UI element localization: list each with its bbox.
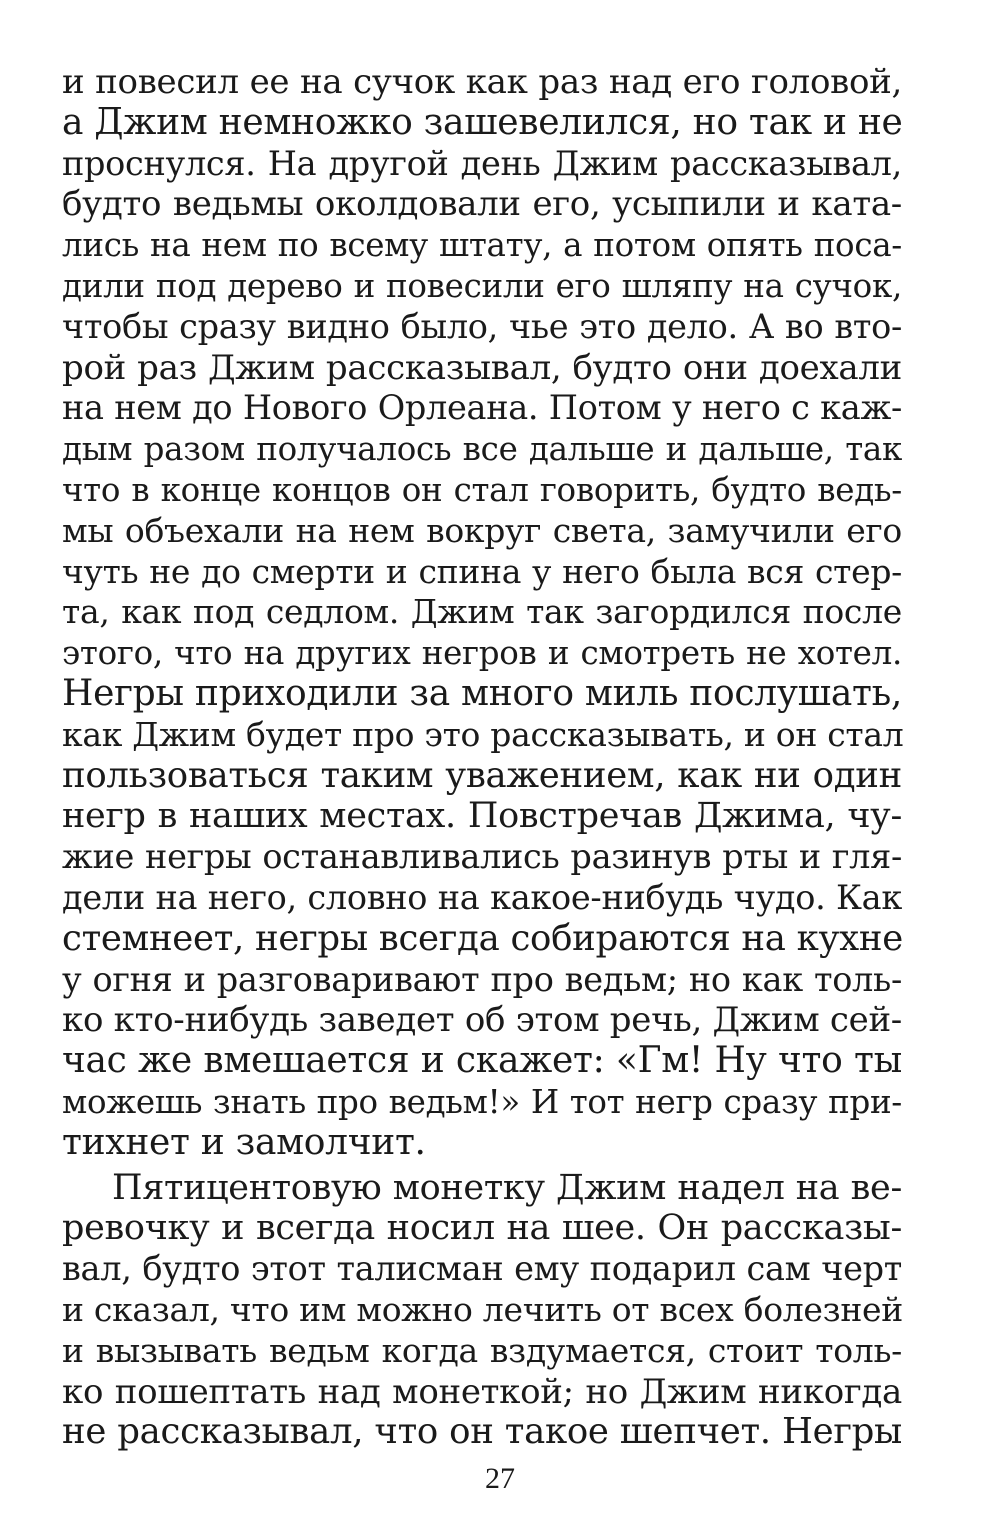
text-line: дели на него, словно на какое-нибудь чудо. Как: [62, 877, 902, 917]
text-line: дым разом получалось все дальше и дальше, так: [62, 430, 902, 469]
text-line: вал, будто этот талисман ему подарил сам черт: [62, 1249, 902, 1289]
text-line: чтобы сразу видно было, чье это дело. А во вто-: [62, 306, 902, 346]
text-line: Негры приходили за много миль послушать,: [62, 672, 903, 714]
paragraph-2: [62, 1168, 902, 1454]
text-line: что в конце концов он стал говорить, будто ведь-: [62, 470, 902, 509]
text-line: будто ведьмы околдовали его, усыпили и ката-: [62, 184, 902, 225]
text-line: на нем до Нового Орлеана. Потом у него с каж-: [62, 388, 902, 428]
text-line: час же вмешается и скажет: «Гм! Ну что ты: [62, 1040, 902, 1082]
text-line: рой раз Джим рассказывал, будто они доехали: [62, 347, 902, 388]
text-line: ревочку и всегда носил на шее. Он рассказы-: [62, 1208, 902, 1249]
text-line: дили под дерево и повесили его шляпу на сучок,: [62, 266, 902, 305]
text-line: пользоваться таким уважением, как ни один: [62, 754, 902, 796]
text-line: можешь знать про ведьм!» И тот негр сразу при-: [62, 1082, 902, 1121]
text-line: стемнеет, негры всегда собираются на кухне: [62, 917, 903, 959]
text-line: мы объехали на нем вокруг света, замучили его: [62, 510, 902, 550]
text-line: Пятицентовую монетку Джим надел на ве-: [112, 1167, 902, 1208]
text-line: лись на нем по всему штату, а потом опять поса-: [62, 226, 902, 265]
text-line: негр в наших местах. Повстречав Джима, чу-: [62, 796, 902, 837]
text-line: и сказал, что им можно лечить от всех болезней: [62, 1289, 903, 1329]
text-line: а Джим немножко зашевелился, но так и не: [62, 101, 903, 143]
text-line: как Джим будет про это рассказывать, и он стал: [62, 714, 904, 754]
text-line: жие негры останавливались разинув рты и гля-: [62, 837, 902, 877]
text-line: у огня и разговаривают про ведьм; но как толь-: [62, 959, 902, 999]
text-line: та, как под седлом. Джим так загордился после: [62, 592, 902, 632]
text-line: и повесил ее на сучок как раз над его головой,: [62, 62, 902, 102]
text-line: и вызывать ведьм когда вздумается, стоит толь-: [62, 1330, 902, 1370]
page-number: 27: [485, 1462, 515, 1495]
body-text: [62, 62, 902, 1453]
text-line: проснулся. На другой день Джим рассказывал,: [62, 143, 902, 183]
text-line: не рассказывал, что он такое шепчет. Негры: [62, 1411, 902, 1453]
text-line: ко кто-нибудь заведет об этом речь, Джим сей-: [62, 1000, 902, 1041]
text-line: ко пошептать над монеткой; но Джим никогда: [62, 1371, 902, 1412]
paragraph-1: [62, 62, 902, 1164]
text-line: тихнет и замолчит.: [62, 1121, 426, 1163]
text-line: этого, что на других негров и смотреть не хотел.: [62, 634, 902, 673]
text-line: чуть не до смерти и спина у него была вся стер-: [62, 551, 902, 591]
